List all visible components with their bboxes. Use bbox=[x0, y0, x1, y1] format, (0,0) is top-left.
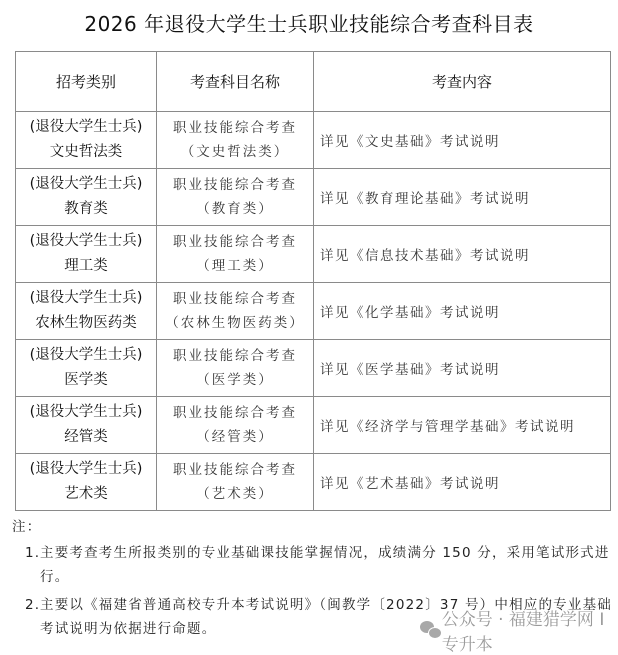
content-cell: 详见《艺术基础》考试说明 bbox=[314, 454, 611, 511]
content-cell: 详见《文史基础》考试说明 bbox=[314, 112, 611, 169]
wechat-icon bbox=[420, 621, 438, 639]
category-prefix: (退役大学生士兵) bbox=[29, 119, 143, 135]
category-prefix: (退役大学生士兵) bbox=[29, 176, 143, 192]
category-name: 教育类 bbox=[64, 201, 108, 217]
table-row bbox=[16, 226, 611, 283]
content-cell: 详见《经济学与管理学基础》考试说明 bbox=[314, 397, 611, 454]
category-cell bbox=[16, 454, 157, 511]
category-name: 农林生物医药类 bbox=[35, 315, 137, 331]
subject-sub: （文史哲法类） bbox=[180, 144, 290, 160]
category-name: 理工类 bbox=[64, 258, 108, 274]
subject-cell bbox=[157, 283, 314, 340]
subjects-table bbox=[15, 51, 611, 511]
table-row bbox=[16, 112, 611, 169]
note-text: 主要考查考生所报类别的专业基础课技能掌握情况，成绩满分 150 分，采用笔试形式进行。 bbox=[40, 545, 610, 585]
content-cell: 详见《化学基础》考试说明 bbox=[314, 283, 611, 340]
note-number: 1. bbox=[25, 545, 41, 561]
subject-cell bbox=[157, 112, 314, 169]
table-row bbox=[16, 454, 611, 511]
category-cell bbox=[16, 340, 157, 397]
table-header-row bbox=[16, 52, 611, 112]
subject-name: 职业技能综合考查 bbox=[173, 291, 297, 307]
watermark bbox=[420, 605, 618, 655]
category-prefix: (退役大学生士兵) bbox=[29, 347, 143, 363]
table-row bbox=[16, 169, 611, 226]
subject-sub: （医学类） bbox=[196, 372, 274, 388]
subject-cell bbox=[157, 454, 314, 511]
note-item bbox=[12, 541, 612, 589]
subject-cell bbox=[157, 169, 314, 226]
header-category: 招考类别 bbox=[16, 52, 157, 112]
category-name: 艺术类 bbox=[64, 486, 108, 502]
category-cell bbox=[16, 226, 157, 283]
note-number: 2. bbox=[25, 597, 41, 613]
header-subject: 考查科目名称 bbox=[157, 52, 314, 112]
category-prefix: (退役大学生士兵) bbox=[29, 461, 143, 477]
category-name: 文史哲法类 bbox=[49, 144, 123, 160]
category-name: 经管类 bbox=[64, 429, 108, 445]
subject-sub: （理工类） bbox=[196, 258, 274, 274]
subject-name: 职业技能综合考查 bbox=[173, 177, 297, 193]
notes-label: 注： bbox=[12, 519, 42, 535]
subject-sub: （艺术类） bbox=[196, 486, 274, 502]
watermark-text: 公众号 · 福建猎学网 I 专升本 bbox=[441, 610, 605, 655]
note-text: 主要以《福建省普通高校专升本考试说明》（闽教学〔2022〕37 号）中相应的专业基础考试说明为依据进行命题。 bbox=[40, 597, 612, 637]
subject-sub: （教育类） bbox=[196, 201, 274, 217]
content-cell: 详见《教育理论基础》考试说明 bbox=[314, 169, 611, 226]
subject-name: 职业技能综合考查 bbox=[173, 120, 297, 136]
category-cell bbox=[16, 397, 157, 454]
subject-cell bbox=[157, 226, 314, 283]
category-cell bbox=[16, 169, 157, 226]
table-row bbox=[16, 340, 611, 397]
category-cell bbox=[16, 283, 157, 340]
table-row bbox=[16, 397, 611, 454]
subject-sub: （经管类） bbox=[196, 429, 274, 445]
subject-sub: （农林生物医药类） bbox=[165, 315, 305, 331]
header-content: 考查内容 bbox=[314, 52, 611, 112]
category-prefix: (退役大学生士兵) bbox=[29, 404, 143, 420]
content-cell: 详见《信息技术基础》考试说明 bbox=[314, 226, 611, 283]
subject-cell bbox=[157, 340, 314, 397]
subject-cell bbox=[157, 397, 314, 454]
category-prefix: (退役大学生士兵) bbox=[29, 233, 143, 249]
category-cell bbox=[16, 112, 157, 169]
subject-name: 职业技能综合考查 bbox=[173, 234, 297, 250]
subject-name: 职业技能综合考查 bbox=[173, 405, 297, 421]
category-name: 医学类 bbox=[64, 372, 108, 388]
content-cell: 详见《医学基础》考试说明 bbox=[314, 340, 611, 397]
subject-name: 职业技能综合考查 bbox=[173, 348, 297, 364]
subject-name: 职业技能综合考查 bbox=[173, 462, 297, 478]
table-row bbox=[16, 283, 611, 340]
category-prefix: (退役大学生士兵) bbox=[29, 290, 143, 306]
page-title: 2026 年退役大学生士兵职业技能综合考查科目表 bbox=[84, 12, 534, 36]
